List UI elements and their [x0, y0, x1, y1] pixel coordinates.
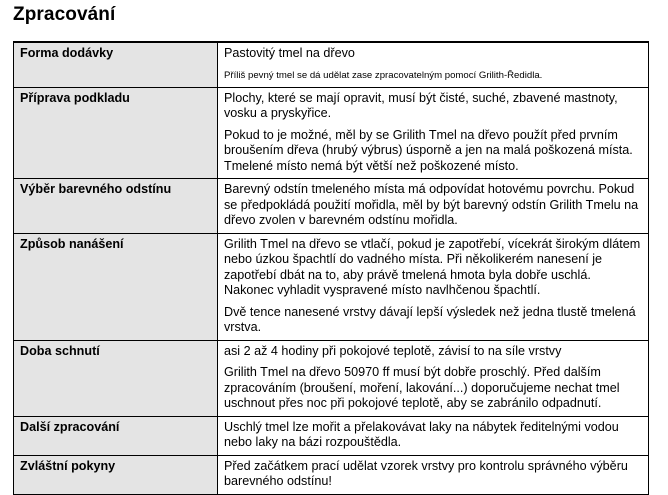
section-title: Zpracování — [13, 4, 116, 25]
table-row — [14, 179, 649, 234]
value-paragraph: Grilith Tmel na dřevo se vtlačí, pokud je zapotřebí, vícekrát širokým dlátem nebo úzkou špachtlí do vadného místa. Při několikerém nanesení je zapotřebí dbát na to, aby právě tmelená hmota byla dobře uschlá. Nakonec vyhladit vyspravené místo navlhčenou špachtlí. — [224, 236, 641, 297]
table-row — [14, 416, 649, 455]
processing-table — [13, 41, 649, 495]
row-label: Příprava podkladu — [14, 87, 218, 179]
value-paragraph: Plochy, které se mají opravit, musí být čisté, suché, zbavené mastnoty, vosku a pryskyřice. — [224, 90, 618, 120]
row-value — [218, 416, 649, 455]
row-value — [218, 179, 649, 234]
value-paragraph: Grilith Tmel na dřevo 50970 ff musí být dobře proschlý. Před dalším zpracováním (broušení, moření, lakování...) doporučujeme nechat tmel uschnout přes noc při pokojové teplotě, aby se zabránilo odpadnutí. — [224, 365, 620, 410]
value-note: Příliš pevný tmel se dá udělat zase zpracovatelným pomocí Grilith-Ředidla. — [224, 69, 543, 81]
table-row — [14, 42, 649, 87]
value-paragraph: Pastovitý tmel na dřevo — [224, 46, 355, 60]
table-row — [14, 233, 649, 340]
row-label: Způsob nanášení — [14, 233, 218, 340]
row-label: Doba schnutí — [14, 340, 218, 416]
table-row — [14, 340, 649, 416]
value-paragraph: Dvě tence nanesené vrstvy dávají lepší výsledek než jedna tlustě tmelená vrstva. — [224, 304, 636, 334]
value-paragraph: Před začátkem prací udělat vzorek vrstvy pro kontrolu správného výběru barevného odstínu! — [224, 458, 628, 488]
table-row — [14, 87, 649, 179]
row-label: Zvláštní pokyny — [14, 455, 218, 494]
row-label: Další zpracování — [14, 416, 218, 455]
value-paragraph: Barevný odstín tmeleného místa má odpovídat hotovému povrchu. Pokud se předpokládá použití mořidla, měl by být barevný odstín Grilith Tmelu na dřevo zvolen v barevném odstínu mořidla. — [224, 182, 639, 227]
value-paragraph: Uschlý tmel lze mořit a přelakovávat laky na nábytek ředitelnými vodou nebo laky na bázi rozpouštědla. — [224, 419, 619, 449]
row-value — [218, 42, 649, 87]
value-paragraph: asi 2 až 4 hodiny při pokojové teplotě, závisí to na síle vrstvy — [224, 343, 562, 358]
value-paragraph: Pokud to je možné, měl by se Grilith Tmel na dřevo použít před prvním broušením dřeva (hrubý výbrus) úsporně a jen na malá poškozená místa. Tmelené místo nemá být větší než poškozené místo. — [224, 127, 633, 173]
row-value — [218, 340, 649, 416]
row-value — [218, 87, 649, 179]
row-value — [218, 233, 649, 340]
row-value — [218, 455, 649, 494]
table-row — [14, 455, 649, 494]
row-label: Výběr barevného odstínu — [14, 179, 218, 234]
row-label: Forma dodávky — [14, 42, 218, 87]
